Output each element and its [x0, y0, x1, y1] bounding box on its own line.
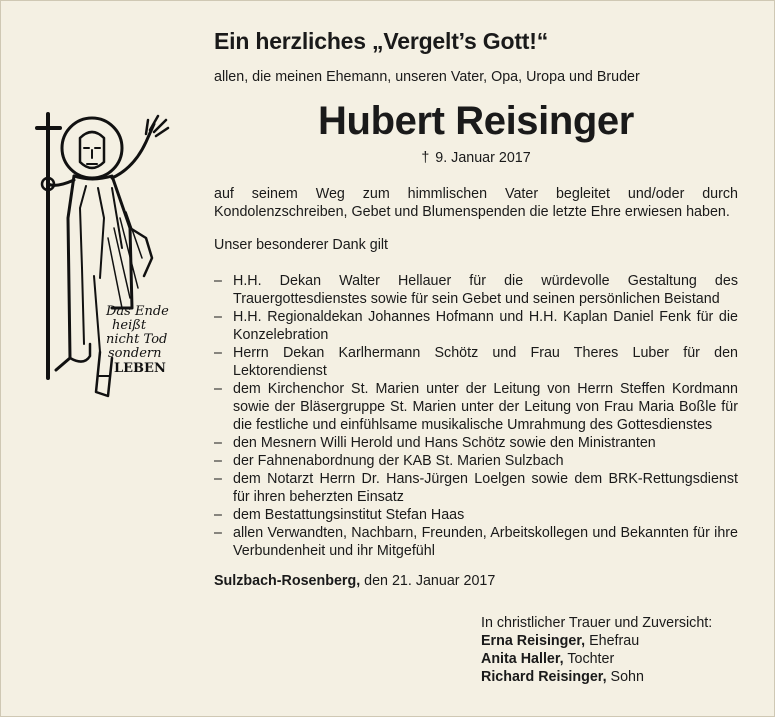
list-item: – H.H. Dekan Walter Hellauer für die würdevolle Gestaltung des Trauergottesdienstes sowie für sein Gebet und seinen persönlichen Beistand — [214, 272, 738, 308]
signature-intro: In christlicher Trauer und Zuversicht: — [481, 615, 713, 631]
signature-name: Richard Reisinger, — [481, 669, 607, 685]
notice-content — [214, 26, 738, 590]
place-date-line — [214, 572, 738, 590]
inscription-line-4: sondern — [108, 346, 162, 361]
death-date-line — [214, 149, 738, 167]
list-item: – dem Bestattungsinstitut Stefan Haas — [214, 506, 738, 524]
list-item: – den Mesnern Willi Herold und Hans Schötz sowie den Ministranten — [214, 434, 738, 452]
inscription-line-1: Das Ende — [106, 304, 169, 319]
signature-relation: Tochter — [567, 651, 615, 667]
list-item: – Herrn Dekan Karlhermann Schötz und Frau Theres Luber für den Lektorendienst — [214, 344, 738, 380]
inscription-line-2: heißt — [112, 318, 147, 333]
list-item: – H.H. Regionaldekan Johannes Hofmann und H.H. Kaplan Daniel Fenk für die Konzelebration — [214, 308, 738, 344]
body-text: auf seinem Weg zum himmlischen Vater begleitet und/oder durch Kondolenzschreiben, Gebet und Blumenspenden die letzte Ehre erwiesen haben. — [214, 186, 738, 220]
death-date: 9. Januar 2017 — [435, 150, 531, 166]
list-item: – dem Kirchenchor St. Marien unter der Leitung von Herrn Steffen Kordmann sowie der Bläsergruppe St. Marien unter der Leitung von Frau Maria Boßle für die festliche und einfühlsame musikalische Umrahmung des Gottesdienstes — [214, 380, 738, 434]
thanks-title: Unser besonderer Dank gilt — [214, 237, 389, 253]
signature-name: Anita Haller, — [481, 651, 564, 667]
signature-relation: Sohn — [610, 669, 644, 685]
signature-person — [481, 632, 741, 650]
place: Sulzbach-Rosenberg, — [214, 573, 361, 589]
intro-text: allen, die meinen Ehemann, unseren Vater, Opa, Uropa und Bruder — [214, 69, 640, 85]
thanks-list — [214, 272, 738, 560]
date: den 21. Januar 2017 — [364, 573, 496, 589]
inscription-line-5: LEBEN — [114, 361, 166, 376]
inscription-line-3: nicht Tod — [106, 332, 168, 347]
risen-christ-with-cross-icon — [34, 108, 180, 400]
signature-name: Erna Reisinger, — [481, 633, 586, 649]
signature-person — [481, 668, 741, 686]
dagger-icon: † — [421, 150, 430, 166]
heading: Ein herzliches „Vergelt’s Gott!“ — [214, 28, 548, 54]
signature-relation: Ehefrau — [589, 633, 640, 649]
list-item: – dem Notarzt Herrn Dr. Hans-Jürgen Loelgen sowie dem BRK-Rettungsdienst für ihren beherzten Einsatz — [214, 470, 738, 506]
signature-person — [481, 650, 741, 668]
signature-block — [481, 614, 741, 686]
list-item: – der Fahnenabordnung der KAB St. Marien Sulzbach — [214, 452, 738, 470]
deceased-name: Hubert Reisinger — [318, 99, 634, 143]
list-item: – allen Verwandten, Nachbarn, Freunden, Arbeitskollegen und Bekannten für ihre Verbundenheit und ihr Mitgefühl — [214, 524, 738, 560]
